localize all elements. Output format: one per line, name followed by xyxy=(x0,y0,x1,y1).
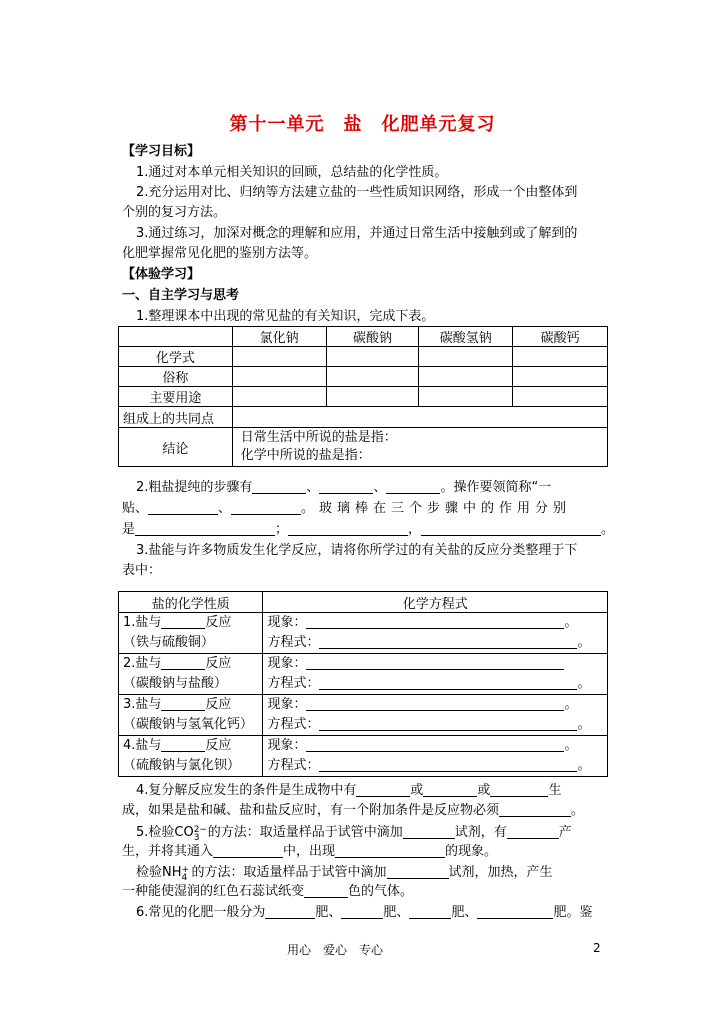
table-corner-cell xyxy=(119,327,233,347)
question-5-nh4: 检验NH + 4 的方法：取适量样品于试管中滴加 试剂，加热，产生 xyxy=(136,865,553,883)
blank-line[interactable] xyxy=(387,864,449,879)
column-header: 碳酸钠 xyxy=(326,327,419,347)
blank-line[interactable] xyxy=(319,479,373,494)
blank-cell[interactable] xyxy=(326,347,419,367)
blank-cell[interactable] xyxy=(232,367,326,387)
blank-cell[interactable] xyxy=(419,367,513,387)
blank-cell[interactable] xyxy=(232,347,326,367)
blank-cell[interactable] xyxy=(326,387,419,407)
reaction-type-cell: 3.盐与 反应 （碳酸钠与氢氧化钙） xyxy=(119,695,263,736)
blank-line[interactable] xyxy=(265,904,315,919)
blank-line[interactable] xyxy=(252,479,306,494)
blank-cell[interactable] xyxy=(513,387,608,407)
reaction-type-cell: 1.盐与 反应 （铁与硫酸铜） xyxy=(119,613,263,654)
blank-line[interactable] xyxy=(341,904,383,919)
blank-cell[interactable] xyxy=(419,347,513,367)
salt-table xyxy=(118,326,608,467)
blank-line[interactable] xyxy=(306,614,564,629)
blank-line[interactable] xyxy=(161,655,205,670)
blank-cell[interactable] xyxy=(419,387,513,407)
objective-3-cont: 化肥掌握常见化肥的鉴别方法等。 xyxy=(122,246,318,261)
blank-line[interactable] xyxy=(319,675,577,690)
blank-line[interactable] xyxy=(490,782,548,797)
reaction-table xyxy=(118,591,608,777)
question-2-cont2: 是 ； ， 。 xyxy=(122,522,615,537)
column-header: 碳酸氢钠 xyxy=(419,327,513,347)
question-4: 4.复分解反应发生的条件是生成物中有 或 或 生 xyxy=(136,783,562,798)
page-title: 第十一单元 盐 化肥单元复习 xyxy=(229,114,496,135)
reaction-type-cell: 4.盐与 反应 （硫酸钠与氯化钡） xyxy=(119,736,263,777)
blank-cell[interactable] xyxy=(232,387,326,407)
blank-line[interactable] xyxy=(409,904,451,919)
question-2: 2.粗盐提纯的步骤有 、 、 。操作要领简称“一 xyxy=(136,480,552,495)
conclusion-line: 日常生活中所说的盐是指： xyxy=(240,430,397,445)
equation-cell: 现象： 方程式： 。 xyxy=(263,654,608,695)
blank-line[interactable] xyxy=(477,904,553,919)
question-3-cont: 表中： xyxy=(122,563,162,578)
blank-line[interactable] xyxy=(507,824,559,839)
blank-cell[interactable] xyxy=(232,407,607,428)
column-header: 碳酸钙 xyxy=(513,327,608,347)
equation-cell: 现象： 。 方程式： 。 xyxy=(263,613,608,654)
equation-cell: 现象： 。 方程式： 。 xyxy=(263,695,608,736)
experience-header: 【体验学习】 xyxy=(122,267,201,282)
blank-line[interactable] xyxy=(319,716,577,731)
blank-line[interactable] xyxy=(161,696,205,711)
objective-1: 1.通过对本单元相关知识的回顾，总结盐的化学性质。 xyxy=(136,165,448,180)
column-header: 盐的化学性质 xyxy=(119,592,263,613)
blank-line[interactable] xyxy=(288,521,408,536)
question-6: 6.常见的化肥一般分为 肥、 肥、 肥、 肥。鉴 xyxy=(136,905,593,920)
row-header: 主要用途 xyxy=(119,387,233,407)
blank-line[interactable] xyxy=(306,737,564,752)
blank-cell[interactable] xyxy=(513,347,608,367)
column-header: 化学方程式 xyxy=(263,592,608,613)
row-header: 化学式 xyxy=(119,347,233,367)
row-header: 俗称 xyxy=(119,367,233,387)
blank-line[interactable] xyxy=(423,782,477,797)
objective-2: 2.充分运用对比、归纳等方法建立盐的一些性质知识网络，形成一个由整体到 xyxy=(136,185,578,200)
question-4-cont: 成，如果是盐和碱、盐和盐反应时，有一个附加条件是反应物必须 。 xyxy=(122,803,585,818)
blank-line[interactable] xyxy=(213,843,283,858)
blank-line[interactable] xyxy=(319,757,577,772)
blank-line[interactable] xyxy=(403,824,455,839)
conclusion-cell xyxy=(232,428,607,467)
reaction-type-cell: 2.盐与 反应 （碳酸钠与盐酸） xyxy=(119,654,263,695)
conclusion-line: 化学中所说的盐是指： xyxy=(240,448,371,463)
equation-cell: 现象： 。 方程式： 。 xyxy=(263,736,608,777)
blank-line[interactable] xyxy=(306,655,564,670)
objective-2-cont: 个别的复习方法。 xyxy=(122,205,227,220)
blank-cell[interactable] xyxy=(326,367,419,387)
blank-line[interactable] xyxy=(135,521,275,536)
objectives-header: 【学习目标】 xyxy=(122,144,201,159)
question-3: 3.盐能与许多物质发生化学反应，请将你所学过的有关盐的反应分类整理于下 xyxy=(136,543,578,558)
question-5: 5.检验CO 2− 3 的方法：取适量样品于试管中滴加 试剂，有 产 xyxy=(136,825,572,843)
question-2-cont: 贴、 、 。玻璃棒在三个步骤中的作用分别 xyxy=(122,501,572,516)
blank-line[interactable] xyxy=(421,521,601,536)
blank-line[interactable] xyxy=(161,737,205,752)
question-1: 1.整理课本中出现的常见盐的有关知识，完成下表。 xyxy=(136,309,435,324)
blank-line[interactable] xyxy=(356,782,410,797)
question-5-cont: 生，并将其通入 中，出现 的现象。 xyxy=(122,844,498,859)
blank-cell[interactable] xyxy=(513,367,608,387)
blank-line[interactable] xyxy=(386,479,440,494)
blank-line[interactable] xyxy=(499,802,571,817)
section-heading: 一、自主学习与思考 xyxy=(122,288,240,303)
footer-motto: 用心 爱心 专心 xyxy=(287,943,384,957)
blank-line[interactable] xyxy=(304,883,348,898)
blank-line[interactable] xyxy=(335,843,445,858)
objective-3: 3.通过练习，加深对概念的理解和应用，并通过日常生活中接触到或了解到的 xyxy=(136,226,578,241)
blank-line[interactable] xyxy=(306,696,564,711)
blank-line[interactable] xyxy=(231,500,301,515)
blank-line[interactable] xyxy=(161,614,205,629)
blank-line[interactable] xyxy=(148,500,218,515)
column-header: 氯化钠 xyxy=(232,327,326,347)
page-number: 2 xyxy=(593,941,601,955)
question-5-nh4-cont: 一种能使湿润的红色石蕊试纸变 色的气体。 xyxy=(122,884,414,899)
row-header: 结论 xyxy=(119,428,233,467)
row-header: 组成上的共同点 xyxy=(119,407,233,428)
blank-line[interactable] xyxy=(319,634,577,649)
